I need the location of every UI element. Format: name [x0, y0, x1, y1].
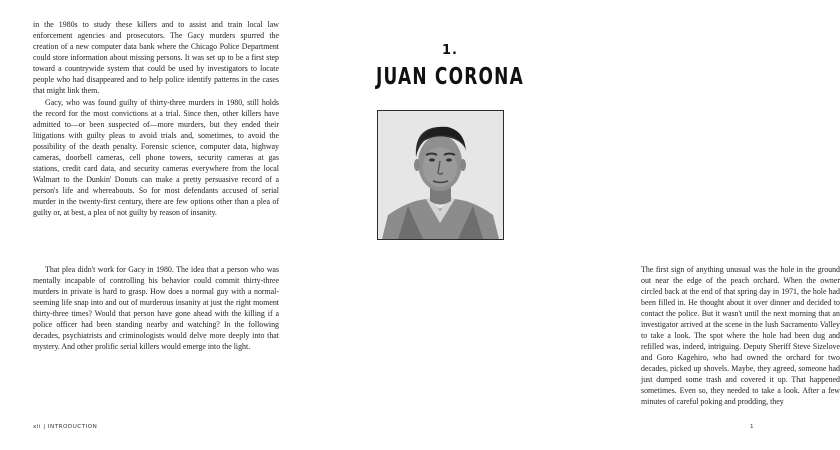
- left-paragraph-2: Gacy, who was found guilty of thirty-three murders in 1980, still holds the record for the most convictions at a trial. Since then, other killers have admitted to—or been suspected of—more murders, but they ended their litigations with guilty pleas to avoid trials and, sometimes, to avoid the possibility of the death penalty. Forensic science, computer data, highway cameras, doorbell cameras, cell phone towers, security cameras at gas stations, credit card data, and security cameras everywhere from the local Walmart to the Dunkin' Donuts can make a pretty persuasive record of a person's life and whereabouts. So for most defendants accused of serial murder in the twenty-first century, there are few options other than a plea of guilty or, at best, a plea of not guilty by reason of insanity.: [33, 98, 279, 217]
- left-page: [0, 0, 300, 450]
- chapter-number: 1.: [442, 43, 458, 58]
- portrait-photo: [377, 110, 504, 240]
- left-paragraph-3: That plea didn't work for Gacy in 1980. The idea that a person who was mentally incapable of controlling his behavior could commit thirty-three murders in private is hard to grasp. How does a normal guy with a normal-seeming life snap into and out of murderous insanity at just the right moment thirty-three times? Would that person have gone ahead with the killing if a police officer had been standing nearby and watching? In the following decades, psychiatrists and criminologists would delve more deeply into that mystery. And other prolific serial killers would emerge into the light.: [33, 265, 279, 351]
- right-page: [300, 0, 840, 450]
- chapter-title: JUAN CORONA: [376, 64, 524, 90]
- right-paragraph-1: The first sign of anything unusual was the hole in the ground out near the edge of the peach orchard. When the owner circled back at the end of that spring day in 1971, the hole had been filled in. He thought about it over dinner and decided to contact the police. But it wasn't until the next morning that an investigator arrived at the scene in the lush Sacramento Valley to take a look. The spot where the hole had been dug and refilled was, indeed, intriguing. Deputy Sheriff Steve Sizelove and Goro Kagehiro, who had owned the orchard for two decades, picked up shovels. Maybe, they agreed, someone had just dumped some trash and covered it up. That happened sometimes. Even so, they needed to take a look. After a few minutes of careful poking and prodding, they: [641, 265, 840, 406]
- left-page-folio: xii | INTRODUCTION: [33, 424, 98, 430]
- right-page-folio: 1: [750, 424, 755, 430]
- left-paragraph-1: in the 1980s to study these killers and to assist and train local law enforcement agencies and prosecutors. The Gacy murders spurred the creation of a new computer data bank where the Chicago Police Department could store information about missing persons. It was set up to be a first step toward a countrywide system that could be used by investigators to locate people who had disappeared and to help police identify patterns in the cases that might link them.: [33, 20, 279, 95]
- portrait-photo-icon: [378, 111, 503, 239]
